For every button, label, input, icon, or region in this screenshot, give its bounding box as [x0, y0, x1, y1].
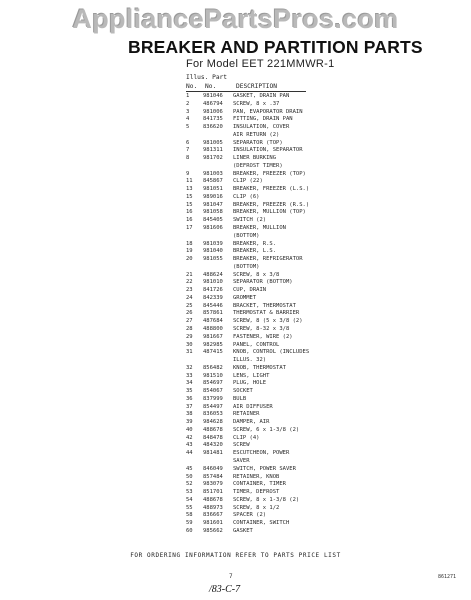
part-number: 836620 [203, 124, 223, 131]
part-number: 846049 [203, 465, 223, 472]
page-title: BREAKER AND PARTITION PARTS [128, 37, 423, 57]
illus-number: 9 [186, 170, 190, 177]
part-description: BULB [233, 395, 247, 402]
table-row [186, 171, 309, 179]
watermark-logo: AppliancePartsPros.com [72, 4, 399, 34]
model-subtitle: For Model EET 221MMWR-1 [186, 58, 335, 70]
illus-number: 15 [186, 201, 193, 208]
illus-number: 19 [186, 248, 193, 255]
table-row [186, 109, 309, 117]
part-description: BREAKER, FREEZER (R.S.) [233, 201, 310, 208]
table-row [186, 225, 309, 233]
column-header-illus-label: Illus. [186, 74, 209, 81]
illus-number: 38 [186, 411, 193, 418]
illus-number: 42 [186, 434, 193, 441]
part-description: GASKET [233, 527, 253, 534]
part-description: SAVER [233, 457, 250, 464]
table-row [186, 489, 309, 497]
table-row [186, 178, 309, 186]
table-row [186, 116, 309, 124]
column-header-no: No. [186, 83, 198, 90]
page-number: 7 [229, 573, 233, 580]
part-number [203, 264, 233, 272]
part-description: SCREW, 8 (5 x 3/8 (2) [233, 318, 303, 325]
part-number: 851701 [203, 489, 223, 496]
part-number: 981481 [203, 450, 223, 457]
illus-number: 3 [186, 108, 190, 115]
part-number: 981058 [203, 209, 223, 216]
illus-number: 31 [186, 349, 193, 356]
illus-number: 40 [186, 426, 193, 433]
part-number: 842339 [203, 294, 223, 301]
table-row [186, 233, 309, 241]
table-row [186, 373, 309, 381]
part-description: SCREW, 8 x .37 [233, 100, 280, 107]
table-row [186, 466, 309, 474]
table-row [186, 163, 309, 171]
part-number: 981606 [203, 225, 223, 232]
table-row [186, 411, 309, 419]
illus-number: 52 [186, 481, 193, 488]
part-number: 982985 [203, 341, 223, 348]
part-number: 484320 [203, 442, 223, 449]
part-description: BREAKER, R.S. [233, 240, 277, 247]
part-number: 981667 [203, 333, 223, 340]
column-header-description: DESCRIPTION [236, 83, 277, 90]
illus-number: 32 [186, 364, 193, 371]
part-number: 854067 [203, 388, 223, 395]
illus-number: 60 [186, 527, 193, 534]
illus-number [186, 163, 203, 171]
part-number: 857861 [203, 310, 223, 317]
illus-number: 28 [186, 325, 193, 332]
part-description: THERMOSTAT & BARRIER [233, 310, 300, 317]
part-description: PLUG, HOLE [233, 380, 267, 387]
column-header-part-label: Part [212, 74, 227, 81]
part-number: 836667 [203, 512, 223, 519]
illus-number: 22 [186, 279, 193, 286]
illus-number: 27 [186, 318, 193, 325]
header-divider [186, 91, 306, 92]
illus-number: 15 [186, 193, 193, 200]
illus-number [186, 357, 203, 365]
table-row [186, 147, 309, 155]
table-row [186, 380, 309, 388]
table-row [186, 404, 309, 412]
illus-number: 11 [186, 178, 193, 185]
part-description: ESCUTCHEON, POWER [233, 450, 290, 457]
table-row [186, 132, 309, 140]
table-row [186, 279, 309, 287]
part-description: SWITCH (2) [233, 217, 267, 224]
illus-number: 2 [186, 100, 190, 107]
table-row [186, 512, 309, 520]
table-row [186, 427, 309, 435]
table-row [186, 194, 309, 202]
table-row [186, 528, 309, 536]
part-number: 488678 [203, 426, 223, 433]
part-number: 981039 [203, 240, 223, 247]
part-number: 488973 [203, 504, 223, 511]
part-number: 981047 [203, 201, 223, 208]
column-header-illus [186, 74, 227, 81]
part-description: INSULATION, SEPARATOR [233, 147, 303, 154]
part-description: LENS, LIGHT [233, 372, 270, 379]
part-number: 837999 [203, 395, 223, 402]
table-row [186, 349, 309, 357]
part-description: SCREW, 8 x 1-3/8 (2) [233, 496, 300, 503]
part-number: 845405 [203, 217, 223, 224]
part-number: 981003 [203, 170, 223, 177]
table-row [186, 365, 309, 373]
illus-number: 16 [186, 209, 193, 216]
illus-number [186, 132, 203, 140]
document-code: 861271 [438, 574, 457, 580]
part-number: 856482 [203, 364, 223, 371]
table-row [186, 241, 309, 249]
illus-number: 34 [186, 380, 193, 387]
table-row [186, 140, 309, 148]
part-number: 836053 [203, 411, 223, 418]
part-number: 981510 [203, 372, 223, 379]
table-row [186, 93, 309, 101]
illus-number: 55 [186, 504, 193, 511]
illus-number: 13 [186, 186, 193, 193]
illus-number: 4 [186, 116, 190, 123]
part-number: 857484 [203, 473, 223, 480]
part-description: BREAKER, FREEZER (TOP) [233, 170, 306, 177]
illus-number: 7 [186, 147, 190, 154]
table-row [186, 217, 309, 225]
illus-number: 37 [186, 403, 193, 410]
part-number: 981601 [203, 520, 223, 527]
column-header-partno: No. [205, 83, 217, 90]
part-description: CONTAINER, SWITCH [233, 520, 290, 527]
illus-number: 1 [186, 93, 190, 99]
illus-number [186, 233, 203, 241]
table-row [186, 155, 309, 163]
illus-number: 33 [186, 372, 193, 379]
part-description: SCREW, 8 x 3/8 [233, 271, 280, 278]
part-description: CLIP (4) [233, 434, 260, 441]
part-number: 488800 [203, 325, 223, 332]
illus-number: 25 [186, 302, 193, 309]
illus-number: 29 [186, 333, 193, 340]
part-number: 985662 [203, 527, 223, 534]
part-description: TIMER, DEFROST [233, 489, 280, 496]
table-row [186, 202, 309, 210]
illus-number: 59 [186, 520, 193, 527]
part-number: 981055 [203, 256, 223, 263]
part-description: BRACKET, THERMOSTAT [233, 302, 296, 309]
illus-number: 54 [186, 496, 193, 503]
part-number: 487415 [203, 349, 223, 356]
table-row [186, 474, 309, 482]
part-number: 488678 [203, 496, 223, 503]
table-row [186, 209, 309, 217]
part-description: SOCKET [233, 388, 253, 395]
illus-number: 58 [186, 512, 193, 519]
table-row [186, 124, 309, 132]
table-row [186, 458, 309, 466]
part-description: FASTENER, WIRE (2) [233, 333, 293, 340]
part-number: 854497 [203, 403, 223, 410]
illus-number: 30 [186, 341, 193, 348]
parts-table [186, 93, 309, 536]
part-description: BREAKER, MULLION (TOP) [233, 209, 306, 216]
table-row [186, 256, 309, 264]
table-row [186, 342, 309, 350]
part-description: CONTAINER, TIMER [233, 481, 286, 488]
part-description: BREAKER, REFRIGERATOR [233, 256, 303, 263]
table-row [186, 481, 309, 489]
part-number: 488624 [203, 271, 223, 278]
part-description: SCREW, 6 x 1-3/8 (2) [233, 426, 300, 433]
table-row [186, 287, 309, 295]
part-description: (BOTTOM) [233, 263, 260, 270]
part-description: LINER BURKING [233, 155, 277, 162]
part-number: 981051 [203, 186, 223, 193]
illus-number: 5 [186, 124, 190, 131]
part-number [203, 357, 233, 365]
table-row [186, 435, 309, 443]
illus-number: 6 [186, 139, 190, 146]
illus-number: 20 [186, 256, 193, 263]
table-row [186, 248, 309, 256]
part-number [203, 132, 233, 140]
part-description: (BOTTOM) [233, 232, 260, 239]
part-description: SPACER (2) [233, 512, 267, 519]
part-description: CLIP (6) [233, 193, 260, 200]
table-row [186, 272, 309, 280]
illus-number: 36 [186, 395, 193, 402]
table-row [186, 442, 309, 450]
illus-number: 17 [186, 225, 193, 232]
table-row [186, 450, 309, 458]
part-description: RETAINER [233, 411, 260, 418]
part-number: 981040 [203, 248, 223, 255]
illus-number [186, 458, 203, 466]
table-row [186, 334, 309, 342]
part-number: 989016 [203, 193, 223, 200]
part-description: PAN, EVAPORATOR DRAIN [233, 108, 303, 115]
part-number: 981005 [203, 139, 223, 146]
part-description: DAMPER, AIR [233, 419, 270, 426]
part-description: (DEFROST TIMER) [233, 162, 283, 169]
part-description: SCREW [233, 442, 250, 449]
illus-number [186, 264, 203, 272]
illus-number: 44 [186, 450, 193, 457]
part-description: SCREW, 8 x 1/2 [233, 504, 280, 511]
part-number: 841726 [203, 287, 223, 294]
page-id: /83-C-7 [209, 584, 241, 595]
illus-number: 50 [186, 473, 193, 480]
table-row [186, 357, 309, 365]
table-row [186, 326, 309, 334]
part-description: SEPARATOR (BOTTOM) [233, 279, 293, 286]
part-number: 981702 [203, 155, 223, 162]
part-number: 845446 [203, 302, 223, 309]
part-number: 981311 [203, 147, 223, 154]
part-number: 487684 [203, 318, 223, 325]
part-description: FITTING, DRAIN PAN [233, 116, 293, 123]
table-row [186, 388, 309, 396]
table-row [186, 101, 309, 109]
part-description: INSULATION, COVER [233, 124, 290, 131]
part-description: RETAINER, KNOB [233, 473, 280, 480]
part-description: SCREW, 8-32 x 3/8 [233, 325, 290, 332]
table-row [186, 310, 309, 318]
part-number: 845867 [203, 178, 223, 185]
part-description: GROMMET [233, 294, 257, 301]
part-description: BREAKER, L.S. [233, 248, 277, 255]
table-row [186, 396, 309, 404]
part-number [203, 163, 233, 171]
illus-number: 23 [186, 287, 193, 294]
illus-number: 21 [186, 271, 193, 278]
part-number: 841735 [203, 116, 223, 123]
part-description: BREAKER, MULLION [233, 225, 286, 232]
part-number: 981046 [203, 93, 223, 99]
ordering-note: FOR ORDERING INFORMATION REFER TO PARTS PRICE LIST [130, 552, 341, 559]
part-description: SEPARATOR (TOP) [233, 139, 283, 146]
illus-number: 16 [186, 217, 193, 224]
table-row [186, 295, 309, 303]
illus-number: 53 [186, 489, 193, 496]
table-row [186, 318, 309, 326]
table-row [186, 264, 309, 272]
part-number: 848478 [203, 434, 223, 441]
part-number [203, 458, 233, 466]
table-row [186, 186, 309, 194]
part-description: CLIP (22) [233, 178, 263, 185]
part-number: 983079 [203, 481, 223, 488]
illus-number: 45 [186, 465, 193, 472]
illus-number: 35 [186, 388, 193, 395]
part-number: 981010 [203, 279, 223, 286]
part-description: BREAKER, FREEZER (L.S.) [233, 186, 310, 193]
table-row [186, 520, 309, 528]
part-description: PANEL, CONTROL [233, 341, 280, 348]
part-description: AIR DIFFUSER [233, 403, 273, 410]
part-number: 981006 [203, 108, 223, 115]
part-number [203, 233, 233, 241]
part-number: 854697 [203, 380, 223, 387]
illus-number: 24 [186, 294, 193, 301]
part-description: KNOB, THERMOSTAT [233, 364, 286, 371]
illus-number: 39 [186, 419, 193, 426]
part-description: KNOB, CONTROL (INCLUDES [233, 349, 310, 356]
part-description: CUP, DRAIN [233, 287, 267, 294]
part-number: 486794 [203, 100, 223, 107]
part-description: ILLUS. 32) [233, 357, 267, 364]
illus-number: 43 [186, 442, 193, 449]
part-description: GASKET, DRAIN PAN [233, 93, 290, 99]
illus-number: 18 [186, 240, 193, 247]
table-row [186, 419, 309, 427]
illus-number: 26 [186, 310, 193, 317]
table-row [186, 505, 309, 513]
table-row [186, 303, 309, 311]
part-description: AIR RETURN (2) [233, 131, 280, 138]
part-number: 984628 [203, 419, 223, 426]
table-row [186, 497, 309, 505]
illus-number: 8 [186, 155, 190, 162]
part-description: SWITCH, POWER SAVER [233, 465, 296, 472]
